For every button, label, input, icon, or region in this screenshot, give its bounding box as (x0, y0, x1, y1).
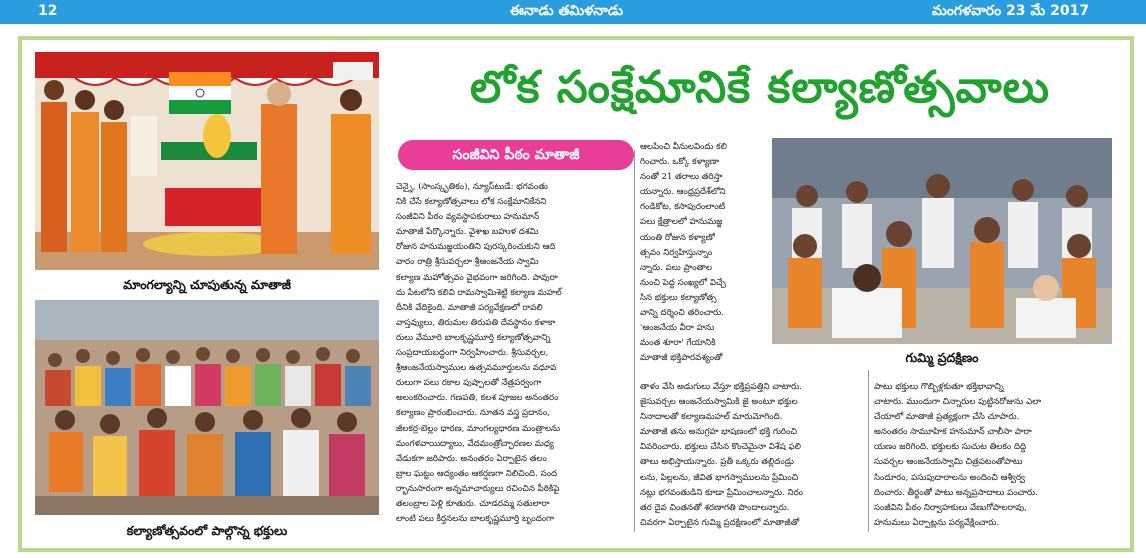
text-line: ర్భానుసారంగా అన్నమాచార్యులు రచించిన పీఠికిపై (396, 483, 560, 494)
text-line: సంజీవిని పీఠం వ్యవస్థాపకురాలు హనుమాన్ (396, 212, 540, 223)
article-headline: లోక సంక్షేమానికే కల్యాణోత్సవాలు (469, 62, 1050, 113)
text-line: త్సవం నిర్వహిస్తున్నాం (640, 247, 713, 258)
text-line: పలు క్షేత్రాలలో హనుమజ్జ (640, 217, 723, 228)
text-line: న్నారు. పలు ప్రాంతాల (640, 262, 713, 273)
text-line: నుంచి పెద్ద సంఖ్యలో విచ్చే (640, 277, 726, 288)
text-line: రులుగా పలు రకాల పుష్పాలతో నేత్రపర్వంగా (396, 378, 542, 389)
text-line: చెన్నై, (సాంస్కృతికం), న్యూస్‌టుడే: భగవంతు (396, 182, 548, 192)
text-line: వేడుకగా జరిపారు. అనంతరం ఏర్పాటైన తలం (396, 453, 547, 464)
article-column-3 (874, 380, 1112, 532)
masthead: ఈనాడు తమిళనాడు (510, 3, 624, 19)
text-line: యంతి రోజున కళ్యాణో (640, 232, 715, 243)
text-line: వివరించారు. భక్తులు చేసిన కొంచెమైనా విశేష ఫలి (640, 442, 801, 453)
photo-caption: మాంగల్యాన్ని చూపుతున్న మాతాజీ (123, 277, 291, 292)
text-line: చివరగా ఏర్పాటైన గుమ్మి ప్రదక్షిణంలో మాతాజీతో (640, 517, 800, 528)
text-line: నినాదాలతో కల్యాణమహల్ మారుమోగింది. (640, 412, 783, 423)
photo-gummi-pradakshinam (772, 138, 1112, 344)
text-line: దీనికి వేదికైంది. మాతాజీ పర్యవేక్షణలో రావలి (396, 302, 543, 313)
photo-caption: కల్యాణోత్సవంలో పాల్గొన్న భక్తులు (126, 523, 288, 538)
text-line: సంజీవిని పీఠం నిర్వాహకులు వేణుగోపాలరావు, (874, 502, 1027, 513)
text-line: యణం జరిగింది. భక్తులకు సుచుట తిలకం దిద్ది (874, 442, 1027, 453)
text-line: తాలు అభిస్తాయన్నారు. ప్రతీ ఒక్కరు తల్లిదండ్రు (640, 457, 795, 468)
text-line: మాతాజీ తను అనుగ్రహ భాషణంలో భక్తి గురించి (640, 427, 797, 438)
article-subhead: సంజీవిని పీఠం మాతాజీ (398, 140, 634, 170)
text-line: ఆలపించి వీనులవిందు కలి (640, 142, 727, 152)
text-line: సిన భక్తులు కల్యాణోత్స (640, 292, 717, 303)
article-column-1 (396, 180, 630, 532)
column-divider (868, 370, 869, 532)
text-line: దు పేటలోని కలివి రామస్వామిశెట్టి కల్యాణ మహల్ (396, 287, 562, 298)
text-line: చాటారు. ముందుగా చిన్నారుల పుట్టినరోజును ఎలా (874, 397, 1042, 408)
text-line: కల్యాణ మహోత్సవం వైభవంగా జరిగింది. పావురా (396, 272, 558, 283)
text-line: వారం రాత్రి శ్రీసువర్చలా శ్రీఆంజనేయ స్వామి (396, 257, 539, 268)
text-line: అనంతరం సామూహిక హనుమాన్ చాలీసా పారా (874, 427, 1032, 438)
text-line: రోజున హనుమజ్జయంతిని పురస్కరించుకుని ఆది (396, 242, 556, 253)
column-divider (634, 150, 635, 532)
text-line: 'ఆంజనేయ వీరా హను (640, 323, 715, 334)
text-line: గండికోట, కసాపురంలాంటి (640, 202, 726, 213)
text-line: మాతాజీ భక్తిపారవశ్యంతో (640, 353, 723, 364)
text-line: కల్యాణం ప్రారంభించారు. నూతన వస్త్ర ప్రదానం, (396, 408, 550, 419)
article-column-2 (640, 140, 768, 368)
text-line: తాళం వేసి అడుగులు వేస్తూ భక్తిప్రపత్తిని చాటారు. (640, 382, 802, 392)
text-line: వాస్తవ్యులు, తిరుమల తిరుపతి దేవస్థానం కళాకా (396, 317, 556, 328)
text-line: జీలకర్ర-బెల్లం ధారణ, మాంగల్యధారణ మంత్రాలను (396, 423, 561, 434)
text-line: తలంబ్రాల పెళ్లి కూతురు. చూడరమ్మ సతులారా (396, 498, 550, 509)
text-line: మాతాజీ పేర్కొన్నారు. వైశాఖ బహుళ దశమి (396, 227, 539, 238)
text-line: లను, పిల్లలను, జీవిత భాగస్వాములను ప్రేమించి (640, 472, 799, 483)
text-line: మంత శూరా' గేయానికి (640, 338, 716, 349)
text-line: శ్రీఆంజనేయస్వాముల ఉత్సవమూర్తులను వధూవ (396, 363, 557, 374)
text-line: నికి చేసే కల్యాణోత్సవాలు లోక సంక్షేమానికేనని (396, 197, 547, 208)
text-line: దించారు. తీర్థంతో పాటు అన్నప్రసాదాలు పంచారు. (874, 487, 1038, 498)
text-line: జైసువర్చల ఆంజనేయస్వామికి జై అంటూ భక్తుల (640, 397, 798, 408)
text-line: యన్నారు. ఆంధ్రప్రదేశ్‌లోని (640, 187, 726, 198)
text-line: హనుమలు ఏర్పాట్లను పర్యవేక్షించారు. (874, 517, 1000, 528)
page-header-bar (0, 0, 1146, 24)
text-line: సువర్చల ఆంజనేయస్వామి చిత్రపటంతోపాటు (874, 457, 1023, 468)
text-line: లాంటి పలు కీర్తనలను బాలకృష్ణమూర్తి బృందంగా (396, 514, 555, 525)
text-line: నట్లు భగవంతుడిని కూడా ప్రేమించాలన్నారు. నిరం (640, 487, 804, 498)
text-line: సిందూరం, పసుపుదారాలను అందించి ఆశ్వీర్వ (874, 472, 1025, 483)
article-column-2-continued (640, 380, 864, 532)
text-line: సంప్రదాయబద్ధంగా నిర్వహించారు. శ్రీసువర్చల, (396, 348, 549, 359)
photo-caption: గుమ్మి ప్రదక్షిణం (905, 350, 979, 365)
page-number: 12 (38, 3, 58, 19)
text-line: బ్రాల ఘట్టం ఆద్యంతం ఆకర్షణగా నిలిచింది. సంద (396, 468, 558, 479)
text-line: రులు వేమూరి బాలకృష్ణమూర్తి కల్యాణోత్సవాన్ని (396, 332, 551, 343)
text-line: అలంకరించారు. గణపతి, కలశ పూజల అనంతరం (396, 393, 559, 404)
text-line: తర దైవ చింతనతో శరణాగతి పొందాలన్నారు. (640, 502, 790, 513)
text-line: మంగళవాయిద్యాలు, వేదమంత్రోచ్ఛారణల మధ్య (396, 438, 554, 449)
text-line: చేయాలో మాతాజీ ప్రత్యక్షంగా చేసి చూపారు. (874, 412, 1020, 423)
text-line: నంతో 21 తరాలు తరిస్తా (640, 172, 723, 183)
issue-date: మంగళవారం 23 మే 2017 (932, 3, 1090, 19)
text-line: పాటు భక్తులు గొబ్బిళ్లకుతూ భక్తిభావాన్ని (874, 382, 1004, 392)
photo-devotees (35, 300, 379, 515)
text-line: గించారు. ఒక్కో కళ్యాణా (640, 157, 720, 168)
text-line: వాన్ని దర్శించి తరించారు. (640, 308, 724, 319)
photo-maataji-mangalyam (35, 52, 379, 270)
